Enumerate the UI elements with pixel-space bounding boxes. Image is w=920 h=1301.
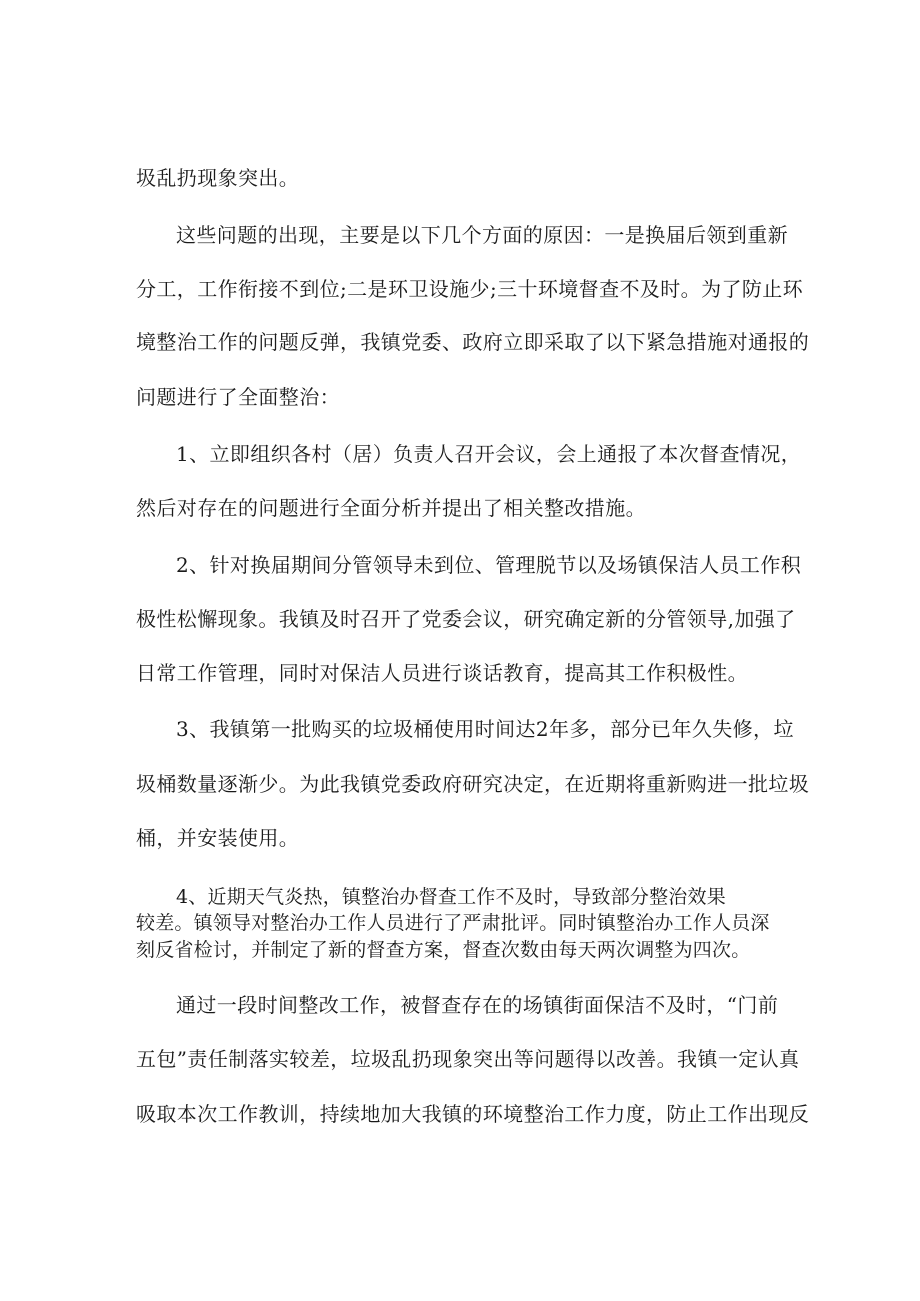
text-line-15: 较差。镇领导对整治办工作人员进行了严肃批评。同时镇整治办工作人员深 — [136, 912, 770, 934]
text-line-16: 刻反省检讨，并制定了新的督查方案，督查次数由每天两次调整为四次。 — [136, 939, 751, 961]
text-line-14: 4、近期天气炎热，镇整治办督查工作不及时，导致部分整治效果 — [176, 886, 726, 908]
text-line-17: 通过一段时间整改工作，被督查存在的场镇街面保洁不及时，“门前 — [176, 993, 779, 1017]
text-line-2: 这些问题的出现，主要是以下几个方面的原因：一是换届后领到重新 — [176, 223, 788, 247]
text-line-10: 日常工作管理，同时对保洁人员进行谈话教育，提高其工作积极性。 — [136, 661, 748, 685]
text-line-11: 3、我镇第一批购买的垃圾桶使用时间达2年多，部分已年久失修，垃 — [176, 717, 794, 741]
text-line-9: 极性松懈现象。我镇及时召开了党委会议，研究确定新的分管领导,加强了 — [136, 607, 796, 631]
text-line-19: 吸取本次工作教训，持续地加大我镇的环境整治工作力度，防止工作出现反 — [136, 1102, 810, 1126]
text-line-8: 2、针对换届期间分管领导未到位、管理脱节以及场镇保洁人员工作积 — [176, 553, 802, 577]
text-line-1: 圾乱扔现象突出。 — [136, 166, 300, 190]
text-line-7: 然后对存在的问题进行全面分析并提出了相关整改措施。 — [136, 496, 646, 520]
text-line-12: 圾桶数量逐渐少。为此我镇党委政府研究决定，在近期将重新购进一批垃圾 — [136, 772, 810, 796]
text-line-18: 五包”责任制落实较差，垃圾乱扔现象突出等问题得以改善。我镇一定认真 — [136, 1047, 800, 1071]
text-line-5: 问题进行了全面整治： — [136, 385, 340, 409]
text-line-4: 境整治工作的问题反弹，我镇党委、政府立即采取了以下紧急措施对通报的 — [136, 330, 810, 354]
text-line-6: 1、立即组织各村（居）负责人召开会议，会上通报了本次督查情况， — [176, 442, 802, 466]
text-line-3: 分工，工作衔接不到位;二是环卫设施少;三十环境督查不及时。为了防止环 — [136, 277, 804, 301]
text-line-13: 桶，并安装使用。 — [136, 826, 300, 850]
